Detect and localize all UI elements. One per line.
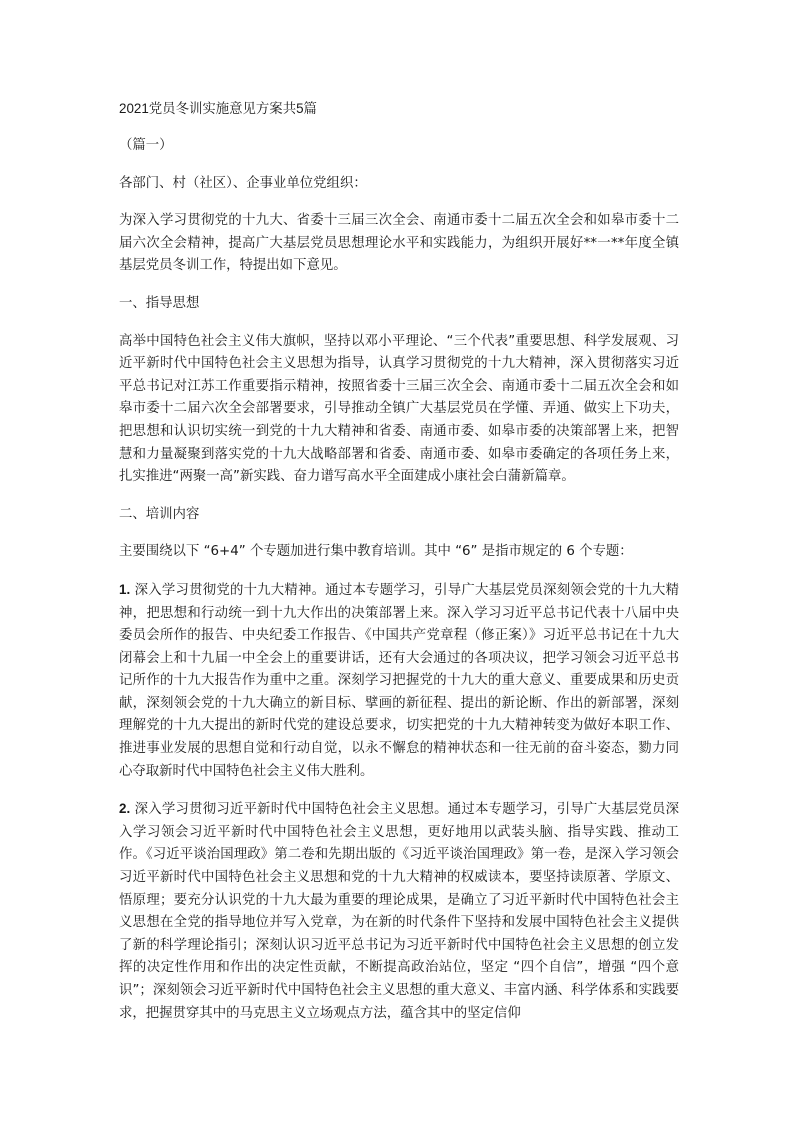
section-heading-guiding-ideology: 一、指导思想 [119,295,200,311]
topic-item-2 [119,798,679,1025]
section-heading-training-content: 二、培训内容 [119,506,200,522]
guiding-ideology-paragraph: 高举中国特色社会主义伟大旗帜，坚持以邓小平理论、“三个代表”重要思想、科学发展观、习近平新时代中国特色社会主义思想为指导，认真学习贯彻党的十九大精神，深入贯彻落实习近平总书记对江苏工作重要指示精神，按照省委十三届三次全会、南通市委十二届五次全会和如皋市委十二届六次全会部署要求，引导推动全镇广大基层党员在学懂、弄通、做实上下功夫，把思想和认识切实统一到党的十九大精神和省委、南通市委、如皋市委的决策部署上来，把智慧和力量凝聚到落实党的十九大战略部署和省委、南通市委、如皋市委确定的各项任务上来，扎实推进“两聚一高”新实践、奋力谱写高水平全面建成小康社会白蒲新篇章。 [119,333,679,485]
training-content-intro: 主要围绕以下 “6+4” 个专题加进行集中教育培训。其中 “6” 是指市规定的 6 个专题： [119,544,633,560]
topic-item-2-text: 深入学习贯彻习近平新时代中国特色社会主义思想。通过本专题学习，引导广大基层党员深入学习领会习近平新时代中国特色社会主义思想，更好地用以武装头脑、指导实践、推动工作。《习近平谈治国理政》第二卷和先期出版的《习近平谈治国理政》第一卷，是深入学习领会习近平新时代中国特色社会主义思想和党的十九大精神的权威读本，要坚持读原著、学原文、悟原理；要充分认识党的十九大最为重要的理论成果，是确立了习近平新时代中国特色社会主义思想在全党的指导地位并写入党章，为在新的时代条件下坚持和发展中国特色社会主义提供了新的科学理论指引；深刻认识习近平总书记为习近平新时代中国特色社会主义思想的创立发挥的决定性作用和作出的决定性贡献，不断提高政治站位，坚定 “四个自信”，增强 “四个意识”；深刻领会习近平新时代中国特色社会主义思想的重大意义、丰富内涵、科学体系和实践要求，把握贯穿其中的马克思主义立场观点方法，蕴含其中的坚定信仰 [119,802,679,1021]
topic-item-1-number: 1. [119,581,131,597]
topic-item-2-number: 2. [119,801,131,817]
document-title: 2021党员冬训实施意见方案共5篇 [119,101,317,116]
document-body [119,98,679,1040]
part-label: （篇一） [119,138,173,153]
salutation: 各部门、村（社区）、企事业单位党组织： [119,175,367,191]
intro-paragraph: 为深入学习贯彻党的十九大、省委十三届三次全会、南通市委十二届五次全会和如皋市委十二届六次全会精神，提高广大基层党员思想理论水平和实践能力，为组织开展好**一**年度全镇基层党员冬训工作，特提出如下意见。 [119,213,679,274]
topic-item-1-text: 深入学习贯彻党的十九大精神。通过本专题学习，引导广大基层党员深刻领会党的十九大精神，把思想和行动统一到十九大作出的决策部署上来。深入学习习近平总书记代表十八届中央委员会所作的报告、中央纪委工作报告、《中国共产党章程（修正案）》习近平总书记在十九大闭幕会上和十九届一中全会上的重要讲话，还有大会通过的各项决议，把学习领会习近平总书记所作的十九大报告作为重中之重。深刻学习把握党的十九大的重大意义、重要成果和历史贡献，深刻领会党的十九大确立的新目标、擘画的新征程、提出的新论断、作出的新部署，深刻理解党的十九大提出的新时代党的建设总要求，切实把党的十九大精神转变为做好本职工作、推进事业发展的思想自觉和行动自觉，以永不懈怠的精神状态和一往无前的奋斗姿态，勠力同心夺取新时代中国特色社会主义伟大胜利。 [119,582,679,779]
topic-item-1 [119,579,679,783]
